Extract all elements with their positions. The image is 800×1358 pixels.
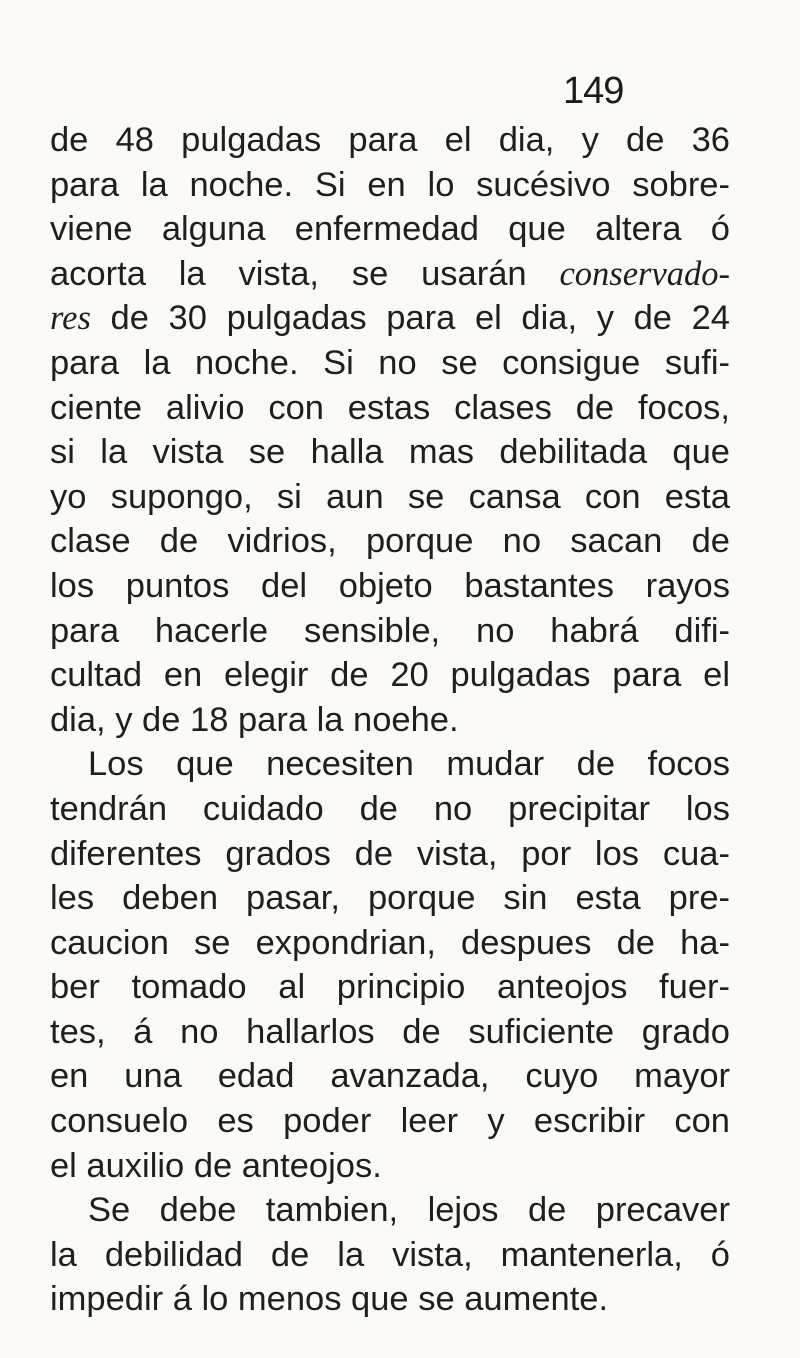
text-line: res de 30 pulgadas para el dia, y de 24: [50, 299, 730, 338]
text-line: para hacerle sensible, no habrá difi-: [50, 611, 730, 650]
text-line: para la noche. Si no se consigue sufi-: [50, 343, 730, 382]
text-line: acorta la vista, se usarán conservado-: [50, 254, 730, 293]
text-line: impedir á lo menos que se aumente.: [50, 1280, 609, 1319]
text-line: Los que necesiten mudar de focos: [88, 745, 730, 784]
text-line: tes, á no hallarlos de suficiente grado: [50, 1012, 730, 1051]
text-line: si la vista se halla mas debilitada que: [50, 433, 730, 472]
text-line: tendrán cuidado de no precipitar los: [50, 789, 730, 828]
text-line: dia, y de 18 para la noehe.: [50, 700, 459, 739]
text-line: para la noche. Si en lo sucésivo sobre-: [50, 165, 730, 204]
text-line: viene alguna enfermedad que altera ó: [50, 210, 730, 249]
body-text: [50, 118, 730, 1322]
text-line: Se debe tambien, lejos de precaver: [88, 1191, 730, 1230]
page-number: 149: [563, 70, 624, 112]
text-line: diferentes grados de vista, por los cua-: [50, 834, 730, 873]
text-line: en una edad avanzada, cuyo mayor: [50, 1057, 730, 1096]
text-line: les deben pasar, porque sin esta pre-: [50, 879, 730, 918]
text-line: clase de vidrios, porque no sacan de: [50, 522, 730, 561]
text-line: el auxilio de anteojos.: [50, 1146, 382, 1185]
text-line: de 48 pulgadas para el dia, y de 36: [50, 121, 730, 159]
text-line: ber tomado al principio anteojos fuer-: [50, 968, 730, 1007]
text-line: la debilidad de la vista, mantenerla, ó: [50, 1235, 730, 1274]
text-line: cultad en elegir de 20 pulgadas para el: [50, 656, 730, 695]
text-line: yo supongo, si aun se cansa con esta: [50, 477, 730, 516]
text-line: consuelo es poder leer y escribir con: [50, 1102, 730, 1141]
text-line: ciente alivio con estas clases de focos,: [50, 388, 730, 427]
text-line: caucion se expondrian, despues de ha-: [50, 923, 730, 962]
text-line: los puntos del objeto bastantes rayos: [50, 566, 730, 605]
